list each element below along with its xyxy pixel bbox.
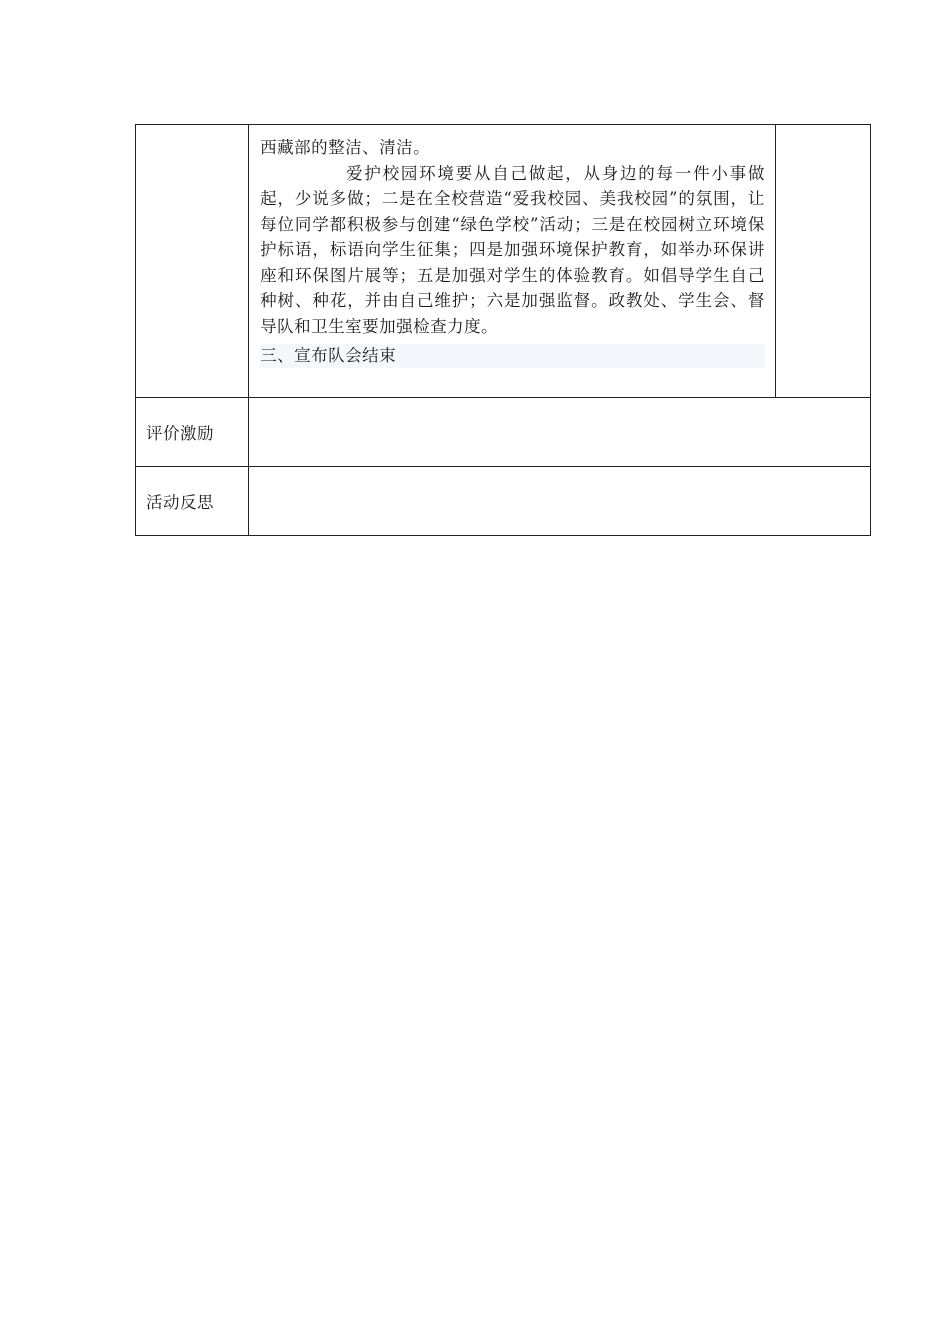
reflection-label: 活动反思 — [136, 467, 249, 536]
reflection-content-cell — [249, 467, 871, 536]
content-paragraph-2: 爱护校园环境要从自己做起，从身边的每一件小事做起，少说多做；二是在全校营造“爱我校园、美我校园”的氛围，让每位同学都积极参与创建“绿色学校”活动；三是在校园树立环境保护标语，标语向学生征集；四是加强环境保护教育，如举办环保讲座和环保图片展等；五是加强对学生的体验教育。如倡导学生自己种树、种花，并由自己维护；六是加强监督。政教处、学生会、督导队和卫生室要加强检查力度。 — [260, 163, 765, 336]
evaluation-content-cell — [249, 398, 871, 467]
main-row-label-cell — [136, 125, 249, 398]
section-heading-closing: 三、宣布队会结束 — [260, 344, 765, 368]
table-row-reflection — [136, 467, 871, 536]
activity-plan-table — [135, 124, 871, 536]
activity-content-cell — [249, 125, 776, 398]
table-row-activity-content — [136, 125, 871, 398]
main-row-note-cell — [775, 125, 870, 398]
table-row-evaluation — [136, 398, 871, 467]
evaluation-label: 评价激励 — [136, 398, 249, 467]
content-paragraph-1: 西藏部的整洁、清洁。 — [260, 138, 431, 157]
